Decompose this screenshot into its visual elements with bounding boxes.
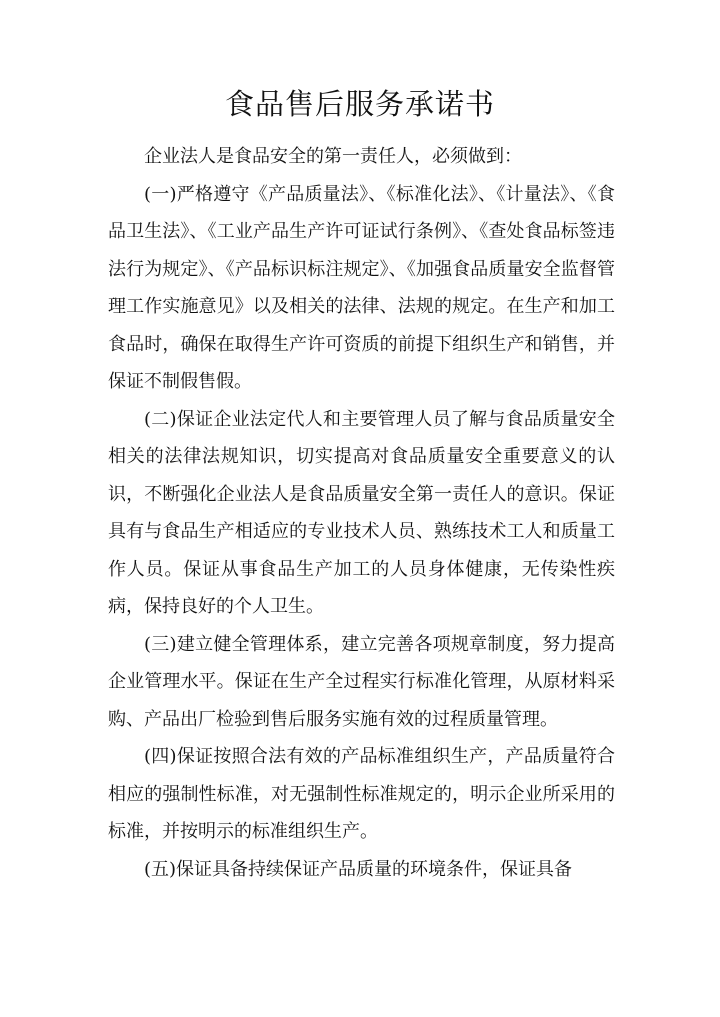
paragraph-intro: 企业法人是食品安全的第一责任人，必须做到： — [144, 146, 522, 167]
paragraph-item-5: (五)保证具备持续保证产品质量的环境条件，保证具备 — [144, 858, 573, 880]
document-title: 食品售后服务承诺书 — [224, 87, 495, 121]
paragraph-item-2: (二)保证企业法定代人和主要管理人员了解与食品质量安全相关的法律法规知识，切实提高对食品质量安全重要意义的认识，不断强化企业法人是食品质量安全第一责任人的意识。保证具有与食品生产相适应的专业技术人员、熟练技术工人和质量工作人员。保证从事食品生产加工的人员身体健康，无传染性疾病，保持良好的个人卫生。 — [108, 408, 615, 617]
paragraph-item-3: (三)建立健全管理体系，建立完善各项规章制度，努力提高企业管理水平。保证在生产全过程实行标准化管理，从原材料采购、产品出厂检验到售后服务实施有效的过程质量管理。 — [108, 633, 615, 730]
paragraph-item-1: (一)严格遵守《产品质量法》、《标准化法》、《计量法》、《食品卫生法》、《工业产品生产许可证试行条例》、《查处食品标签违法行为规定》、《产品标识标注规定》、《加强食品质量安全监督管理工作实施意见》以及相关的法律、法规的规定。在生产和加工食品时，确保在取得生产许可资质的前提下组织生产和销售，并保证不制假售假。 — [108, 183, 615, 392]
paragraph-item-4: (四)保证按照合法有效的产品标准组织生产，产品质量符合相应的强制性标准，对无强制性标准规定的，明示企业所采用的标准，并按明示的标准组织生产。 — [108, 746, 615, 842]
document-body — [108, 138, 615, 888]
